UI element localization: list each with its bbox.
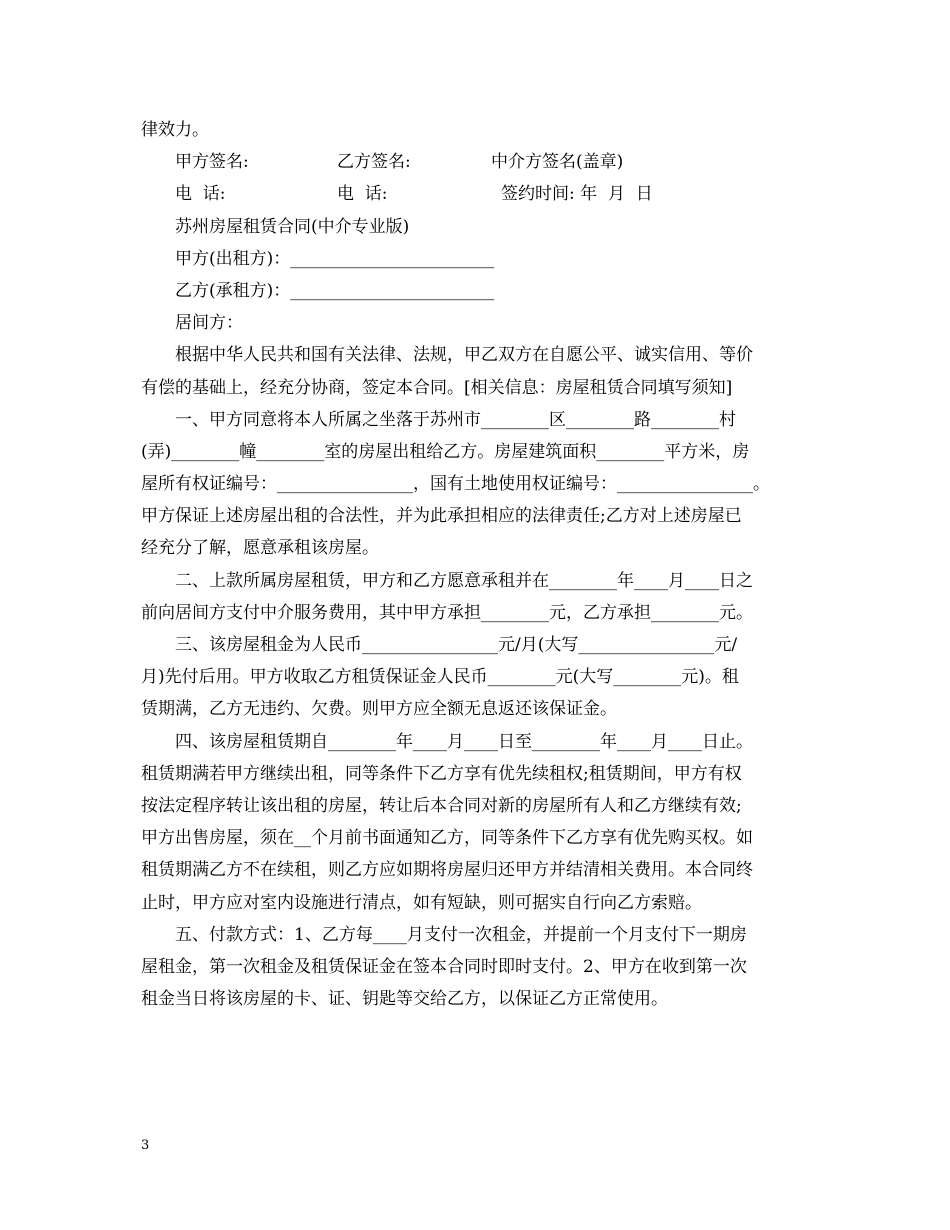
paragraph-line: 前向居间方支付中介服务费用，其中甲方承担________元，乙方承担________元。 <box>141 602 753 623</box>
paragraph-line: 租赁期满若甲方继续出租，同等条件下乙方享有优先续租权;租赁期间，甲方有权 <box>141 763 742 784</box>
paragraph-line: 根据中华人民共和国有关法律、法规，甲乙双方在自愿公平、诚实信用、等价 <box>175 345 753 366</box>
paragraph-line: 赁期满，乙方无违约、欠费。则甲方应全额无息返还该保证金。 <box>141 699 617 720</box>
paragraph-clause-3 <box>141 629 821 726</box>
paragraph-line: 甲方保证上述房屋出租的合法性，并为此承担相应的法律责任;乙方对上述房屋已 <box>141 506 742 527</box>
paragraph-line: 月)先付后用。甲方收取乙方租赁保证金人民币________元(大写________元)。租 <box>141 667 739 688</box>
lessor-field: 甲方(出租方)：________________________ <box>175 248 495 269</box>
paragraph-preamble <box>141 339 821 403</box>
paragraph-line: (弄)________幢________室的房屋出租给乙方。房屋建筑面积________平方米，房 <box>141 441 750 462</box>
paragraph-line: 甲方出售房屋，须在__个月前书面通知乙方，同等条件下乙方享有优先购买权。如 <box>141 828 753 849</box>
contract-text <box>141 114 821 1015</box>
paragraph-line: 止时，甲方应对室内设施进行清点，如有短缺，则可据实自行向乙方索赔。 <box>141 892 702 913</box>
page-number: 3 <box>141 1138 150 1153</box>
paragraph-line: 一、甲方同意将本人所属之坐落于苏州市________区________路________村 <box>175 409 736 430</box>
paragraph-clause-4 <box>141 726 821 919</box>
intermediary-field: 居间方： <box>175 313 243 334</box>
paragraph-line: 有偿的基础上，经充分协商，签定本合同。[相关信息：房屋租赁合同填写须知] <box>141 377 733 398</box>
paragraph-line: 按法定程序转让该出租的房屋，转让后本合同对新的房屋所有人和乙方继续有效; <box>141 795 742 816</box>
paragraph-line: 二、上款所属房屋租赁，甲方和乙方愿意承租并在________年____月____日之 <box>175 570 753 591</box>
party-a-phone-label: 电 话: <box>175 184 226 205</box>
agent-signature-label: 中介方签名(盖章) <box>491 152 624 173</box>
paragraph-line: 五、付款方式：1、乙方每____月支付一次租金，并提前一个月支付下一期房 <box>175 924 747 945</box>
paragraph-clause-5 <box>141 919 821 1016</box>
paragraph-clause-2 <box>141 565 821 629</box>
paragraph-line: 经充分了解，愿意承租该房屋。 <box>141 538 379 559</box>
paragraph-line: 租金当日将该房屋的卡、证、钥匙等交给乙方，以保证乙方正常使用。 <box>141 989 668 1010</box>
party-a-signature-label: 甲方签名: <box>175 152 249 173</box>
contract-title: 苏州房屋租赁合同(中介专业版) <box>175 216 410 237</box>
paragraph-line: 屋租金，第一次租金及租赁保证金在签本合同时即时支付。2、甲方在收到第一次 <box>141 956 747 977</box>
signature-row <box>141 146 821 178</box>
paragraph-clause-1 <box>141 404 821 565</box>
paragraph-line: 四、该房屋租赁期自________年____月____日至________年____月____日止。 <box>175 731 753 752</box>
sign-date-label: 签约时间: 年 月 日 <box>501 184 653 205</box>
paragraph-line: 三、该房屋租金为人民币________________元/月(大写________________元/ <box>175 635 738 655</box>
phone-row <box>141 178 821 210</box>
text-line: 律效力。 <box>141 120 209 140</box>
lessee-field: 乙方(承租方)：________________________ <box>175 280 495 301</box>
party-b-signature-label: 乙方签名: <box>337 152 411 173</box>
paragraph-line: 屋所有权证编号：________________，国有土地使用权证编号：________________。 <box>141 474 770 495</box>
party-b-phone-label: 电 话: <box>337 184 388 205</box>
paragraph-line: 租赁期满乙方不在续租，则乙方应如期将房屋归还甲方并结清相关费用。本合同终 <box>141 860 753 881</box>
